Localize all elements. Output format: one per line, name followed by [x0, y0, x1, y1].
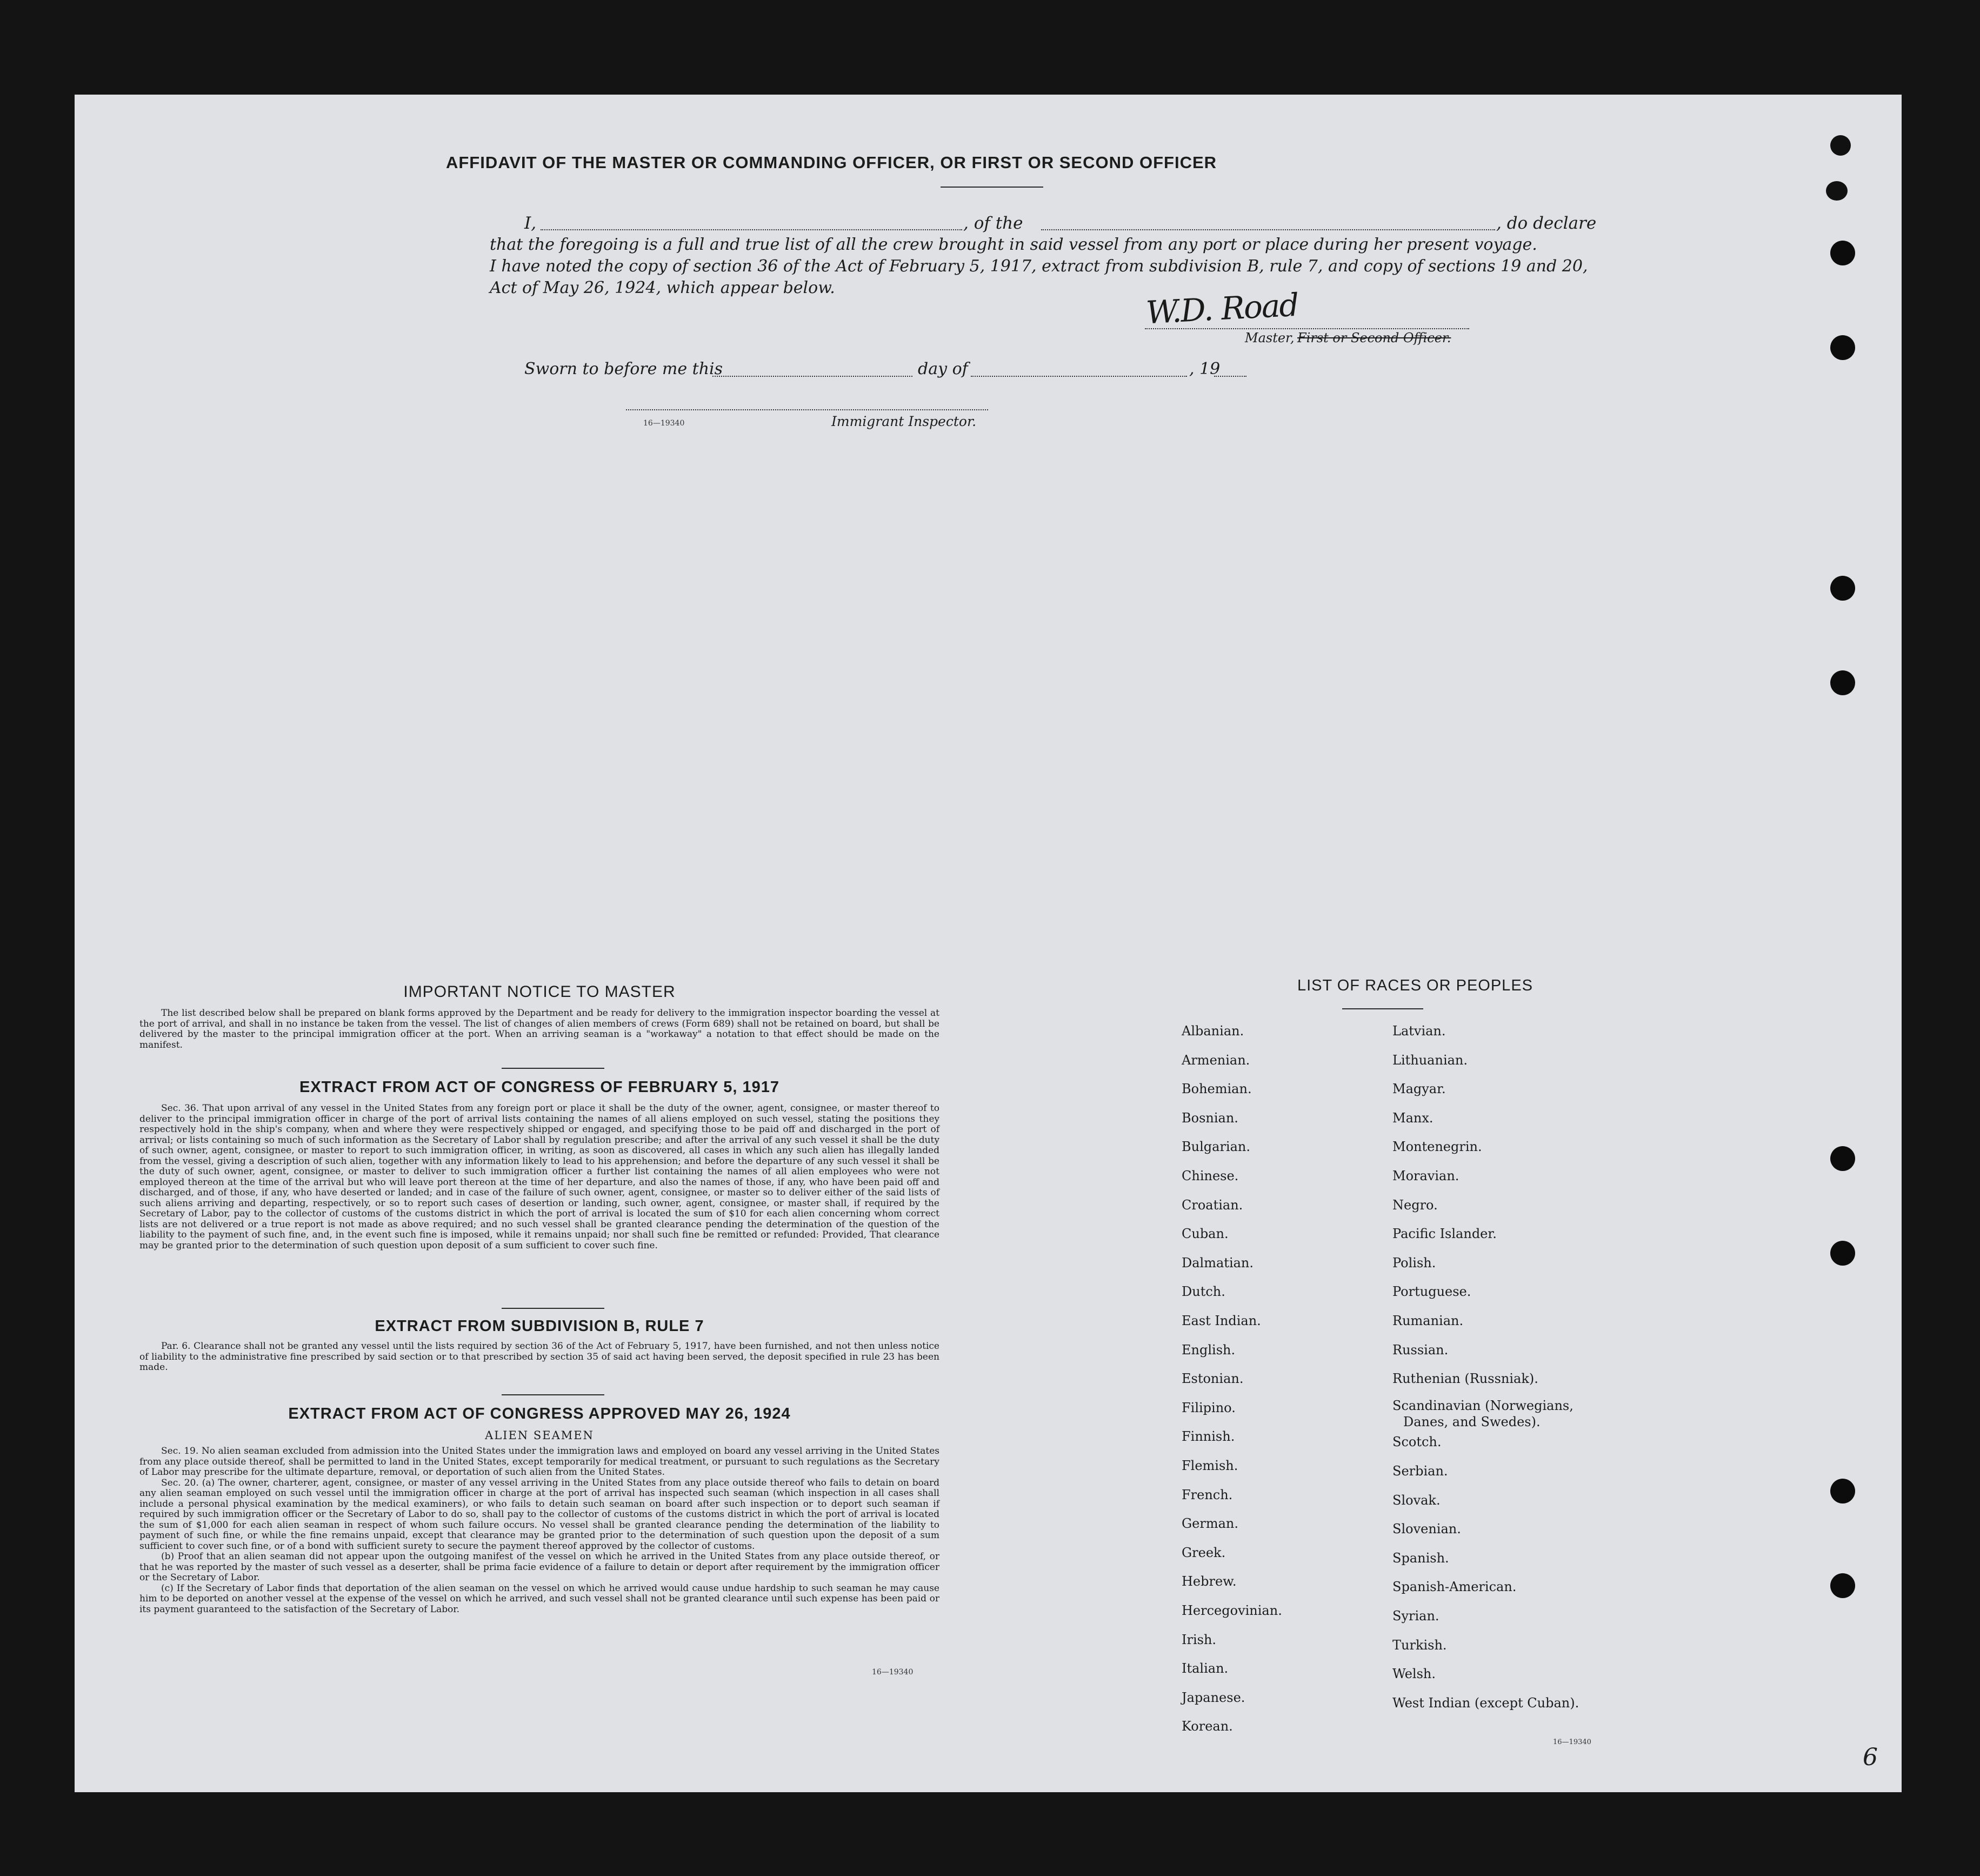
race-item: Dalmatian. [1182, 1255, 1254, 1270]
binder-hole [1830, 576, 1855, 601]
race-item: Spanish-American. [1392, 1579, 1517, 1595]
race-item: Slovenian. [1392, 1521, 1461, 1537]
race-item: Hebrew. [1182, 1574, 1237, 1589]
extract-1917-text: Sec. 36. That upon arrival of any vessel in the United States from any foreign port or place it shall be the duty of the owner, agent, consignee, or master thereof to deliver to the principal immigration officer in charge of the port of arrival lists containing the names of all aliens employed on such vessel, stating the positions they respectively hold in the ship's company, when and where they were respectively shipped or engaged, and specifying those to be paid off and discharged in the port of arrival; or lists containing so much of such information as the Secretary of Labor shall by regulation prescribe; and after the arrival of any such vessel it shall be the duty of such owner, agent, consignee, or master to report to such immigration officer, in writing, as soon as discovered, all cases in which any such alien has illegally landed from the vessel, giving a description of such alien, together with any information likely to lead to his apprehension; and before the departure of any such vessel it shall be the duty of such owner, agent, consignee, or master to deliver to such immigration officer a further list containing the names of all alien employees who were not employed thereon at the time of the arrival but who will leave port thereon at the time of her departure, and also the names of those, if any, who have been paid off and discharged, and of those, if any, who have deserted or landed; and in case of the failure of such owner, agent, consignee, or master so to deliver either of the said lists of such aliens arriving and departing, respectively, or so to report such cases of desertion or landing, such owner, agent, consignee, or master shall, if required by the Secretary of Labor, pay to the collector of customs of the customs district in which the port of arrival is located the sum of $10 for each alien concerning whom correct lists are not delivered or a true report is not made as above required; and no such vessel shall be granted clearance pending the determination of the question of the liability to the payment of such fine, and, in the event such fine is imposed, while it remains unpaid; nor shall such fine be remitted or refunded: Provided, That clearance may be granted prior to the determination of such question upon deposit of a sum sufficient to cover such fine. [139, 1103, 939, 1251]
race-item: Finnish. [1182, 1429, 1235, 1445]
sworn-day-of: day of [918, 360, 968, 378]
race-item: Portuguese. [1392, 1284, 1471, 1300]
race-item: Lithuanian. [1392, 1052, 1468, 1068]
race-item: Slovak. [1392, 1492, 1441, 1508]
race-item: Welsh. [1392, 1666, 1436, 1682]
race-item: Bulgarian. [1182, 1139, 1250, 1155]
affidavit-line2: that the foregoing is a full and true list of all the crew brought in said vessel from any port or place during her present voyage. [490, 235, 1537, 254]
race-item: Moravian. [1392, 1168, 1459, 1183]
page-mark: 6 [1863, 1744, 1878, 1771]
race-item: Chinese. [1182, 1168, 1239, 1183]
affidavit-line1-of: , of the [963, 214, 1023, 233]
ink-speck [1830, 135, 1851, 156]
divider [502, 1068, 604, 1069]
race-item: Spanish. [1392, 1550, 1449, 1566]
affidavit-line4: Act of May 26, 1924, which appear below. [490, 278, 835, 297]
binder-hole [1830, 1573, 1855, 1598]
vessel-blank-line [1041, 229, 1495, 230]
affidavit-line1-i: I, [524, 214, 537, 233]
race-item: Ruthenian (Russniak). [1392, 1371, 1538, 1387]
affidavit-line1-declare: , do declare [1496, 214, 1597, 233]
sworn-month-blank [971, 376, 1187, 377]
race-item: Danes, and Swedes). [1403, 1414, 1541, 1429]
form-number: 16—19340 [1553, 1738, 1591, 1746]
sec-20a-paragraph: Sec. 20. (a) The owner, charterer, agent, consignee, or master of any vessel arriving in the United States from any place outside thereof who fails to detain on board any alien seaman employed on such vessel until the immigration officer in charge at the port of arrival has inspected such seaman (which inspection in all cases shall include a personal physical examination by the medical examiners), or who fails to detain such seaman on board after such inspection or to deport such seaman if required by such immigration officer or the Secretary of Labor to do so, shall pay to the collector of customs of the customs district in which the port of arrival is located the sum of $1,000 for each alien seaman in respect of whom such failure occurs. No vessel shall be granted clearance pending the determination of the liability to payment of such fine, or while the fine remains unpaid, except that clearance may be granted prior to the determination of such question upon the deposit of a sum sufficient to cover such fine, or of a bond with sufficient surety to secure the payment thereof approved by the collector of customs. [139, 1477, 939, 1552]
race-item: Korean. [1182, 1719, 1233, 1734]
race-item: Pacific Islander. [1392, 1226, 1497, 1242]
race-item: Polish. [1392, 1255, 1436, 1270]
race-item: Russian. [1392, 1342, 1449, 1358]
race-item: Scandinavian (Norwegians, [1392, 1398, 1574, 1413]
master-signature: W.D. Road [1145, 286, 1299, 331]
sworn-year-blank [1214, 376, 1246, 377]
notice-title: IMPORTANT NOTICE TO MASTER [403, 983, 676, 1001]
sworn-date-blank [712, 376, 912, 377]
race-item: Croatian. [1182, 1197, 1243, 1213]
binder-hole [1830, 1241, 1855, 1266]
sec-20b-paragraph: (b) Proof that an alien seaman did not appear upon the outgoing manifest of the vessel on which he arrived in the United States from any place outside thereof, or that he was reported by the master of such vessel as a deserter, shall be prima facie evidence of a failure to detain or deport after requirement by the immigration officer or the Secretary of Labor. [139, 1551, 939, 1583]
ink-speck [1826, 181, 1848, 201]
race-item: Armenian. [1182, 1052, 1250, 1068]
binder-hole [1830, 335, 1855, 360]
race-item: Manx. [1392, 1110, 1434, 1126]
form-number: 16—19340 [872, 1668, 914, 1677]
extract-1917-title: EXTRACT FROM ACT OF CONGRESS OF FEBRUARY 5, 1917 [299, 1079, 780, 1096]
race-item: Turkish. [1392, 1637, 1447, 1653]
binder-hole [1830, 241, 1855, 265]
extract-rule7-text: Par. 6. Clearance shall not be granted any vessel until the lists required by section 36 of the Act of February 5, 1917, have been furnished, and not then unless notice of liability to the administrative fine prescribed by said section or to that prescribed by section 35 of said act having been served, the deposit specified in rule 23 has been made. [139, 1341, 939, 1373]
binder-hole [1830, 1146, 1855, 1171]
signature-line [1145, 328, 1469, 329]
race-item: Magyar. [1392, 1081, 1446, 1097]
race-item: Serbian. [1392, 1463, 1448, 1479]
officer-master-label: Master, [1245, 330, 1295, 345]
race-item: Filipino. [1182, 1400, 1236, 1415]
extract-1924-subtitle: ALIEN SEAMEN [485, 1429, 594, 1442]
extract-rule7-title: EXTRACT FROM SUBDIVISION B, RULE 7 [375, 1318, 704, 1335]
race-item: French. [1182, 1487, 1233, 1502]
race-item: Irish. [1182, 1632, 1217, 1647]
name-blank-line [541, 229, 962, 230]
race-item: English. [1182, 1342, 1236, 1358]
race-item: Italian. [1182, 1661, 1229, 1677]
race-item: West Indian (except Cuban). [1392, 1695, 1579, 1711]
inspector-signature-line [626, 409, 988, 410]
sec-20c-paragraph: (c) If the Secretary of Labor finds that deportation of the alien seaman on the vessel on which he arrived would cause undue hardship to such seaman he may cause him to be deported on another vessel at the expense of the vessel on which he arrived, and such vessel shall not be granted clearance until such expense has been paid or its payment guaranteed to the satisfaction of the Secretary of Labor. [139, 1582, 939, 1615]
sec-19-paragraph: Sec. 19. No alien seaman excluded from admission into the United States under the immigration laws and employed on board any vessel arriving in the United States from any place outside thereof, shall be permitted to land in the United States, except temporarily for medical treatment, or pursuant to such regulations as the Secretary of Labor may prescribe for the ultimate departure, removal, or deportation of such alien from the United States. [139, 1446, 939, 1478]
race-item: Hercegovinian. [1182, 1603, 1282, 1618]
binder-hole [1830, 670, 1855, 695]
race-item: Syrian. [1392, 1608, 1439, 1624]
race-item: German. [1182, 1516, 1238, 1532]
race-item: Estonian. [1182, 1371, 1244, 1387]
race-item: Rumanian. [1392, 1313, 1464, 1328]
extract-1924-title: EXTRACT FROM ACT OF CONGRESS APPROVED MAY 26, 1924 [288, 1405, 791, 1422]
sworn-year: , 19 [1189, 360, 1221, 378]
race-item: Latvian. [1392, 1023, 1446, 1039]
race-item: Bosnian. [1182, 1110, 1238, 1126]
sworn-prefix: Sworn to before me this [524, 360, 723, 378]
race-item: Albanian. [1182, 1023, 1244, 1039]
race-item: Montenegrin. [1392, 1139, 1482, 1155]
race-item: Bohemian. [1182, 1081, 1252, 1097]
document-page [75, 95, 1902, 1792]
race-item: Cuban. [1182, 1226, 1229, 1242]
race-item: Dutch. [1182, 1284, 1225, 1300]
divider [502, 1394, 604, 1395]
race-item: Greek. [1182, 1545, 1226, 1560]
officer-struck-label: First or Second Officer. [1297, 330, 1451, 345]
title-underline [941, 187, 1043, 188]
binder-hole [1830, 1479, 1855, 1504]
race-item: East Indian. [1182, 1313, 1261, 1328]
races-title: LIST OF RACES OR PEOPLES [1297, 977, 1534, 994]
extract-1924-body [139, 1446, 939, 1615]
divider [502, 1308, 604, 1309]
notice-text: The list described below shall be prepared on blank forms approved by the Department and be ready for delivery to the immigration inspector boarding the vessel at the port of arrival, and shall in no instance be taken from the vessel. The list of changes of alien members of crews (Form 689) shall not be retained on board, but shall be delivered by the master to the principal immigration officer at the port. When an arriving seaman is a "workaway" a notation to that effect should be made on the manifest. [139, 1008, 939, 1050]
inspector-label: Immigrant Inspector. [831, 414, 977, 429]
race-item: Negro. [1392, 1197, 1438, 1213]
race-item: Japanese. [1182, 1689, 1245, 1705]
race-item: Scotch. [1392, 1434, 1442, 1450]
form-number: 16—19340 [643, 419, 685, 428]
divider [1342, 1008, 1423, 1009]
affidavit-line3: I have noted the copy of section 36 of the Act of February 5, 1917, extract from subdivision B, rule 7, and copy of sections 19 and 20, [490, 257, 1588, 276]
affidavit-title: AFFIDAVIT OF THE MASTER OR COMMANDING OFFICER, OR FIRST OR SECOND OFFICER [445, 153, 1217, 172]
race-item: Flemish. [1182, 1458, 1238, 1473]
